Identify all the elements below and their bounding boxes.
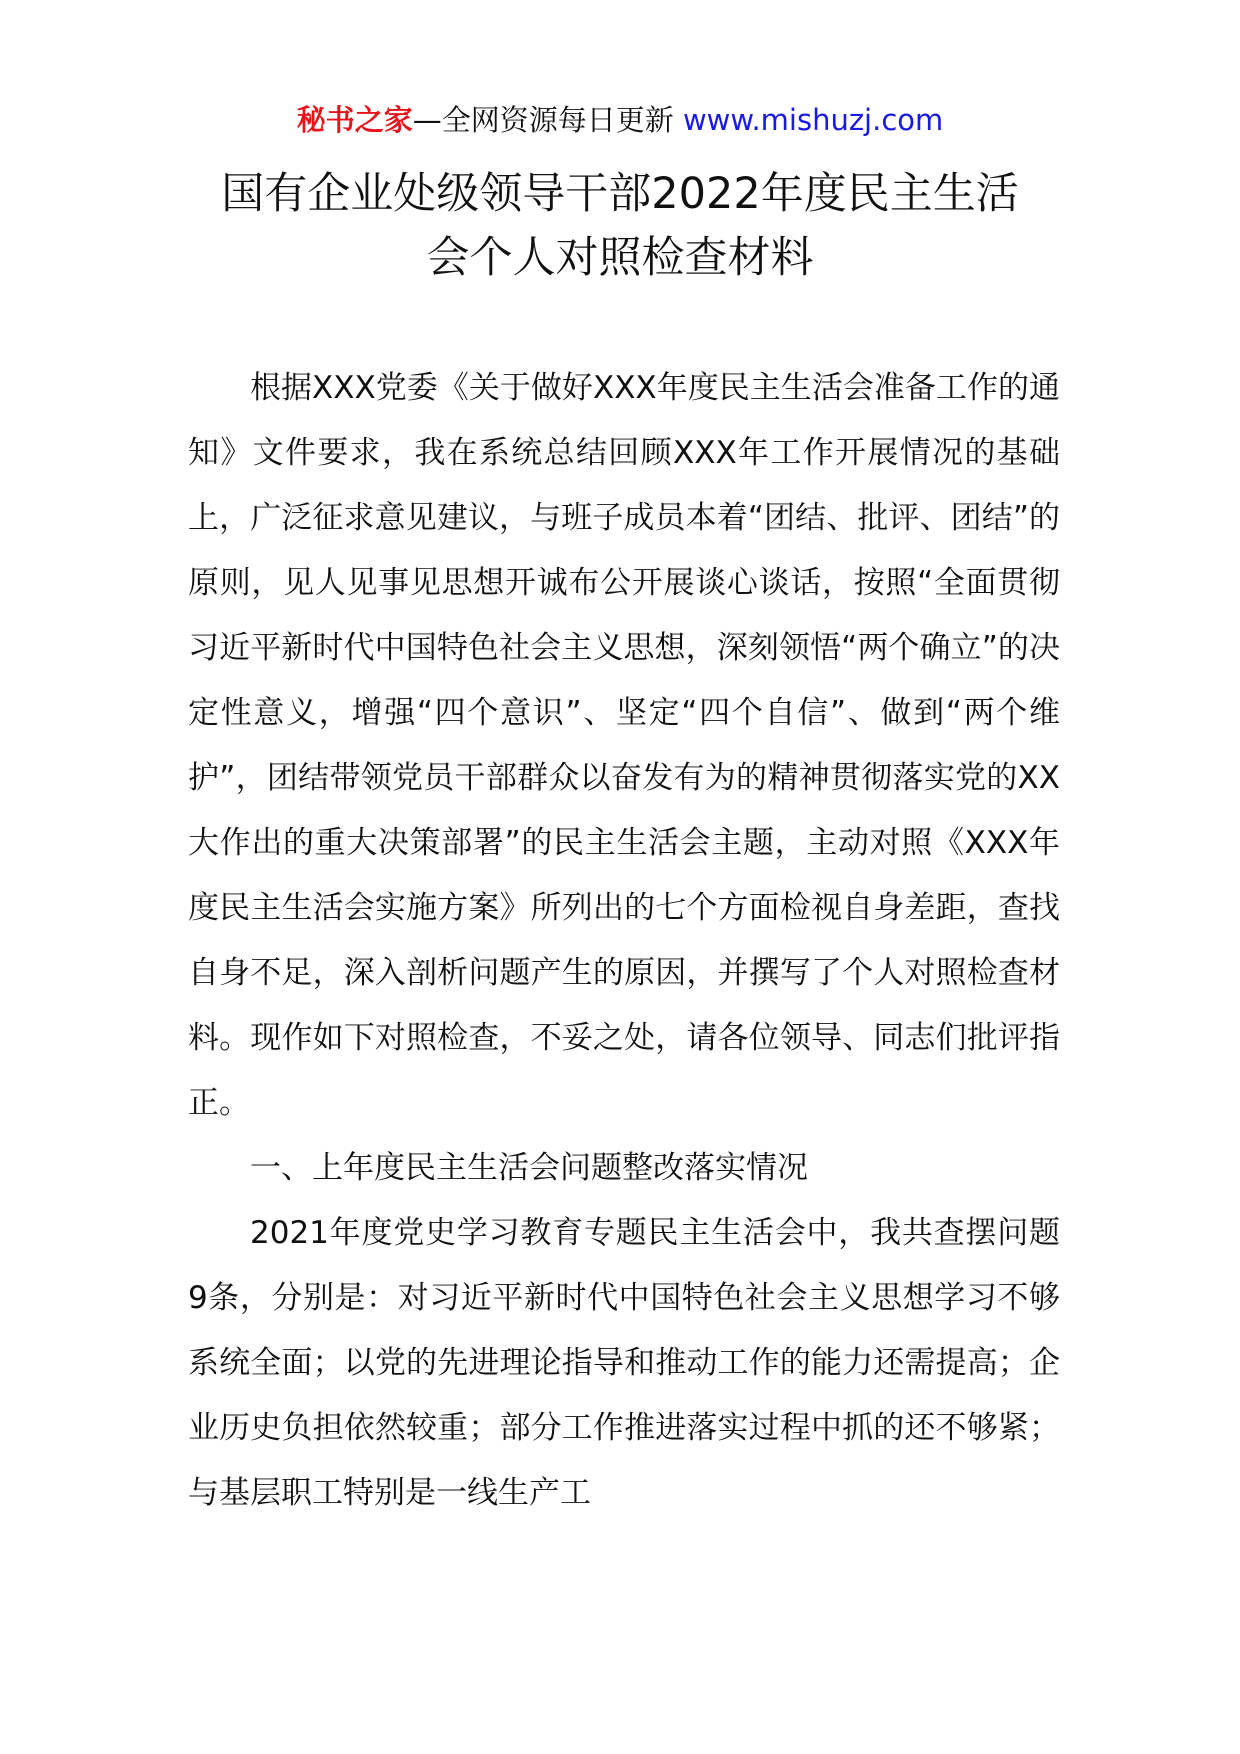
site-brand: 秘书之家: [296, 103, 413, 137]
document-body: [188, 356, 1060, 1526]
document-title-line-1: 国有企业处级领导干部2022年度民主生活: [221, 169, 1019, 219]
section-1-paragraph: 2021年度党史学习教育专题民主生活会中，我共查摆问题9条，分别是：对习近平新时代中国特色社会主义思想学习不够系统全面；以党的先进理论指导和推动工作的能力还需提高；企业历史负担依然较重；部分工作推进落实过程中抓的还不够紧；与基层职工特别是一线生产工: [188, 1215, 1060, 1511]
site-slogan: —全网资源每日更新: [412, 103, 674, 137]
document-title: [150, 162, 1090, 290]
intro-paragraph: 根据XXX党委《关于做好XXX年度民主生活会准备工作的通知》文件要求，我在系统总结回顾XXX年工作开展情况的基础上，广泛征求意见建议，与班子成员本着“团结、批评、团结”的原则，见人见事见思想开诚布公开展谈心谈话，按照“全面贯彻习近平新时代中国特色社会主义思想，深刻领悟“两个确立”的决定性意义，增强“四个意识”、坚定“四个自信”、做到“两个维护”，团结带领党员干部群众以奋发有为的精神贯彻落实党的XX大作出的重大决策部署”的民主生活会主题，主动对照《XXX年度民主生活会实施方案》所列出的七个方面检视自身差距，查找自身不足，深入剖析问题产生的原因，并撰写了个人对照检查材料。现作如下对照检查，不妥之处，请各位领导、同志们批评指正。: [188, 370, 1060, 1121]
site-header: [0, 100, 1240, 140]
site-url-link[interactable]: www.mishuzj.com: [682, 103, 944, 137]
section-heading-1: 一、上年度民主生活会问题整改落实情况: [250, 1150, 808, 1186]
document-title-line-2: 会个人对照检查材料: [426, 233, 814, 283]
